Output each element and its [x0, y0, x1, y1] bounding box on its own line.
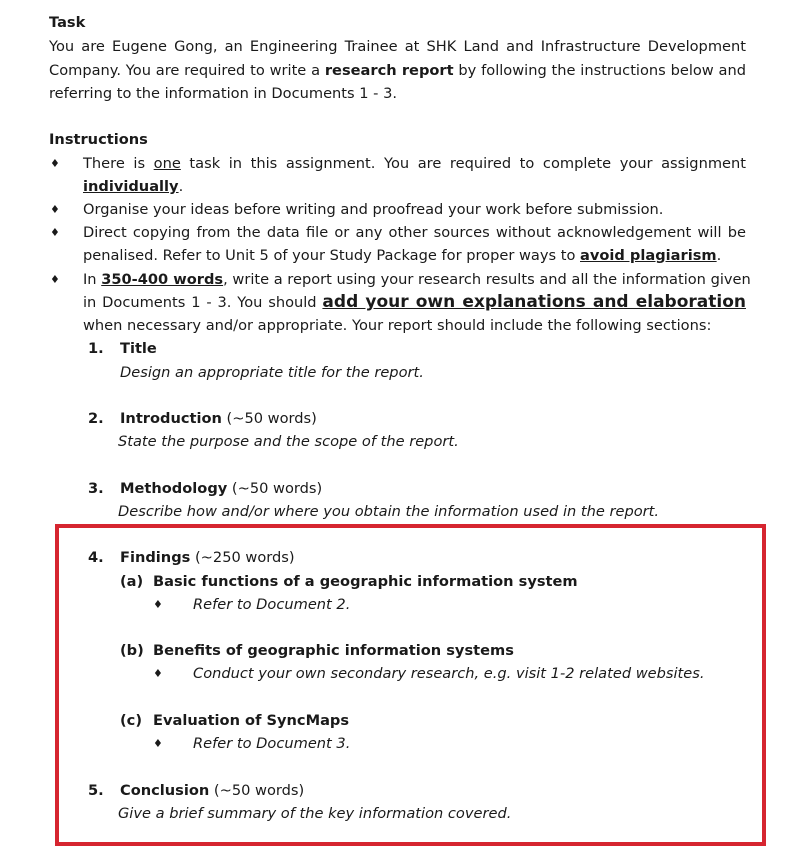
instruction-3-line-2: penalised. Refer to Unit 5 of your Study Package for proper ways to avoid plagiarism.	[83, 247, 722, 264]
section-1-desc: Design an appropriate title for the report.	[120, 364, 424, 381]
section-4b-label: (b)	[120, 642, 144, 659]
section-4c-item: Refer to Document 3.	[193, 735, 351, 752]
instruction-2: Organise your ideas before writing and proofread your work before submission.	[83, 201, 664, 218]
section-1-title: Title	[120, 340, 157, 357]
instruction-4-line-2: in Documents 1 - 3. You should add your own explanations and elaboration	[83, 292, 746, 312]
instruction-3-line-1: Direct copying from the data file or any other sources without acknowledgement will be	[83, 224, 746, 241]
bullet-icon: ♦	[50, 226, 60, 239]
section-4c-label: (c)	[120, 712, 142, 729]
bullet-icon: ♦	[153, 667, 163, 680]
section-1-number: 1.	[88, 340, 104, 357]
section-5-number: 5.	[88, 782, 104, 799]
section-2-title: Introduction (~50 words)	[120, 410, 317, 427]
bullet-icon: ♦	[153, 737, 163, 750]
bullet-icon: ♦	[50, 203, 60, 216]
section-4b-title: Benefits of geographic information systems	[153, 642, 514, 659]
instruction-4-line-3: when necessary and/or appropriate. Your report should include the following sections:	[83, 317, 712, 334]
bullet-icon: ♦	[50, 273, 60, 286]
section-4c-title: Evaluation of SyncMaps	[153, 712, 350, 729]
section-2-desc: State the purpose and the scope of the report.	[118, 433, 459, 450]
section-3-number: 3.	[88, 480, 104, 497]
task-heading: Task	[49, 14, 86, 31]
section-2-number: 2.	[88, 410, 104, 427]
section-4a-title: Basic functions of a geographic information system	[153, 573, 578, 590]
instruction-1-line-1: There is one task in this assignment. You are required to complete your assignment	[83, 155, 746, 172]
bullet-icon: ♦	[153, 598, 163, 611]
section-4-title: Findings (~250 words)	[120, 549, 295, 566]
instruction-1-line-2: individually.	[83, 178, 184, 195]
task-line-2: Company. You are required to write a research report by following the instructions below and	[49, 62, 746, 79]
section-4a-item: Refer to Document 2.	[193, 596, 351, 613]
task-line-1: You are Eugene Gong, an Engineering Trainee at SHK Land and Infrastructure Development	[49, 38, 746, 55]
instruction-4-line-1: In 350-400 words, write a report using your research results and all the information given	[83, 271, 751, 288]
task-line-3: referring to the information in Documents 1 - 3.	[49, 85, 398, 102]
instructions-heading: Instructions	[49, 131, 148, 148]
bullet-icon: ♦	[50, 157, 60, 170]
section-4b-item: Conduct your own secondary research, e.g. visit 1-2 related websites.	[193, 665, 705, 682]
section-3-title: Methodology (~50 words)	[120, 480, 323, 497]
section-5-desc: Give a brief summary of the key information covered.	[118, 805, 512, 822]
section-3-desc: Describe how and/or where you obtain the information used in the report.	[118, 503, 660, 520]
section-4a-label: (a)	[120, 573, 144, 590]
section-5-title: Conclusion (~50 words)	[120, 782, 305, 799]
section-4-number: 4.	[88, 549, 104, 566]
